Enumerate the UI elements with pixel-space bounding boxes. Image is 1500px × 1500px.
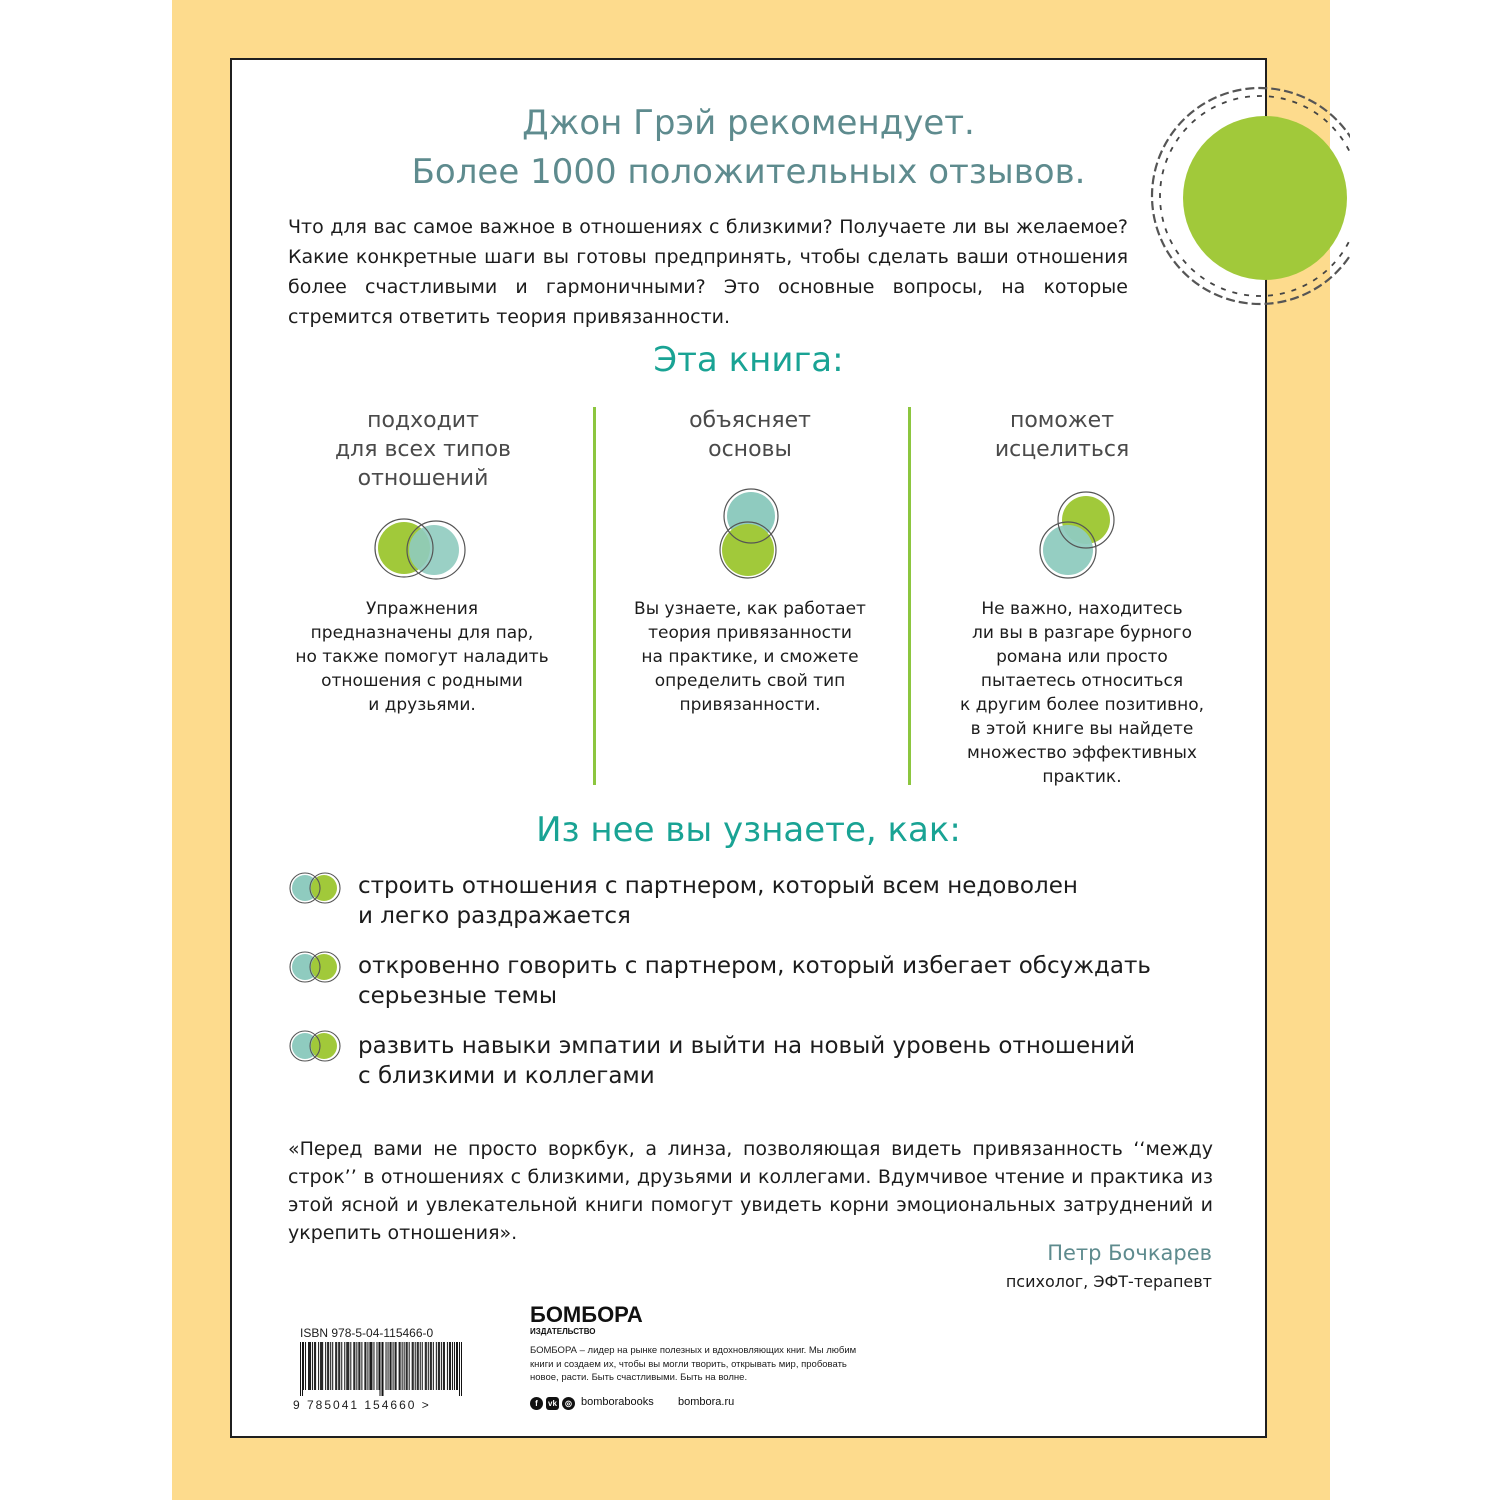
barcode-bar [369, 1342, 370, 1390]
barcode-bar [344, 1342, 345, 1390]
barcode-bar [447, 1342, 448, 1390]
barcode-bar [356, 1342, 357, 1390]
barcode-bar [354, 1342, 355, 1390]
section-title-you-will-learn: Из нее вы узнаете, как: [536, 810, 961, 850]
barcode-bar [438, 1342, 439, 1390]
headline-line-2: Более 1000 положительных отзывов. [411, 152, 1086, 192]
barcode-bar [341, 1342, 342, 1390]
social-icons [530, 1395, 575, 1411]
barcode-bar [338, 1342, 339, 1390]
barcode-bar [395, 1342, 396, 1390]
overlap-circles-horizontal-icon [372, 518, 476, 582]
quote-author: Петр Бочкарев [1047, 1241, 1212, 1265]
learn-item-1: строить отношения с партнером, который всем недоволен и легко раздражается [358, 873, 1078, 929]
barcode-bar [327, 1342, 328, 1390]
barcode-bar [347, 1342, 348, 1390]
barcode-bar [359, 1342, 360, 1390]
intro-paragraph: Что для вас самое важное в отношениях с близкими? Получаете ли вы желаемое? Какие конкретные шаги вы готовы предпринять, чтобы сделать ваши отношения более счастливыми и гармоничными? Это основные вопросы, на которые стремится ответить теория привязанности. [288, 216, 1128, 328]
barcode-bar [396, 1342, 397, 1390]
barcode-bar [415, 1342, 416, 1390]
barcode-bar [330, 1342, 331, 1390]
learn-item-2: откровенно говорить с партнером, который избегает обсуждать серьезные темы [358, 953, 1151, 1009]
barcode-bar [436, 1342, 437, 1390]
barcode-bar [361, 1342, 362, 1390]
barcode-bar [422, 1342, 423, 1390]
publisher-logo: БОМБОРА [530, 1302, 643, 1327]
column-3-body: Не важно, находитесь ли вы в разгаре бурного романа или просто пытаетесь относиться к другим более позитивно, в этой книге вы найдете множество эффективных практик. [959, 599, 1205, 787]
barcode-bar [425, 1342, 426, 1390]
barcode-bar [388, 1342, 389, 1390]
column-1-title: подходит для всех типов отношений [334, 408, 512, 491]
quote-author-role: психолог, ЭФТ-терапевт [1005, 1272, 1212, 1291]
barcode-bar [305, 1342, 306, 1390]
overlap-circles-diagonal-icon [1036, 488, 1122, 582]
barcode-bar [420, 1342, 421, 1390]
publisher-description: БОМБОРА – лидер на рынке полезных и вдохновляющих книг. Мы любим книги и создаем их, чтобы вы могли творить, открывать мир, пробовать новое, расти. Быть счастливыми. Быть на волне. [530, 1345, 857, 1383]
barcode-bar [449, 1342, 450, 1390]
barcode-bar [452, 1342, 453, 1390]
vk-icon[interactable]: vk [546, 1397, 559, 1410]
barcode-bar [426, 1342, 427, 1390]
bullet-circles-icon [288, 950, 344, 984]
barcode-bar [459, 1342, 460, 1396]
barcode-bar [383, 1342, 384, 1396]
barcode-bar [386, 1342, 387, 1390]
bullet-circles-icon [288, 1029, 344, 1063]
barcode-bar [346, 1342, 347, 1390]
isbn-label: ISBN 978-5-04-115466-0 [300, 1326, 434, 1340]
barcode-bar [302, 1342, 303, 1396]
headline-line-1: Джон Грэй рекомендует. [522, 103, 975, 143]
barcode-bar [320, 1342, 321, 1390]
barcode-bar [322, 1342, 323, 1390]
barcode-bar [371, 1342, 372, 1390]
barcode-bar [308, 1342, 309, 1390]
barcode-bar [399, 1342, 400, 1390]
barcode-bar [328, 1342, 329, 1390]
overlap-circles-vertical-icon [714, 486, 784, 586]
publisher-logo-subtitle: ИЗДАТЕЛЬСТВО [530, 1327, 596, 1336]
testimonial-quote: «Перед вами не просто воркбук, а линза, позволяющая видеть привязанность ‘‘между строк’’ в отношениях с близкими, друзьями и коллегами. Вдумчивое чтение и практика из этой ясной и увлекательной книги помогут увидеть корни эмоциональных затруднений и укрепить отношения». [288, 1138, 1213, 1244]
column-1-body: Упражнения предназначены для пар, но также помогут наладить отношения с родными и друзьями. [295, 599, 549, 715]
barcode-bar [431, 1342, 432, 1390]
barcode-bar [409, 1342, 410, 1390]
barcode-digits: 9 785041 154660 > [293, 1398, 431, 1412]
bullet-circles-icon [288, 871, 344, 905]
barcode-bar [339, 1342, 340, 1390]
column-divider-1 [593, 407, 596, 785]
barcode-bar [441, 1342, 442, 1390]
barcode-bar [315, 1342, 316, 1390]
barcode-bar [379, 1342, 380, 1396]
barcode-bar [321, 1342, 322, 1390]
barcode-bar [404, 1342, 405, 1390]
barcode-bar [418, 1342, 419, 1390]
barcode-bar [457, 1342, 458, 1390]
barcode-bar [358, 1342, 359, 1390]
barcode-bar [310, 1342, 311, 1390]
barcode-bar [391, 1342, 392, 1390]
facebook-icon[interactable]: f [530, 1397, 543, 1410]
barcode-bar [365, 1342, 366, 1390]
barcode-bar [300, 1342, 301, 1396]
barcode-bar [439, 1342, 440, 1390]
barcode-bar [413, 1342, 414, 1390]
barcode-bar [325, 1342, 326, 1390]
barcode-bar [456, 1342, 457, 1390]
barcode-bar [402, 1342, 403, 1390]
barcode-bar [378, 1342, 379, 1390]
learn-item-3: развить навыки эмпатии и выйти на новый уровень отношений с близкими и коллегами [358, 1033, 1136, 1089]
column-divider-2 [908, 407, 911, 785]
barcode-bar [393, 1342, 394, 1390]
website-link[interactable]: bombora.ru [678, 1396, 735, 1408]
barcode-bar [373, 1342, 374, 1390]
barcode-bar [303, 1342, 304, 1390]
barcode-bar [433, 1342, 434, 1390]
barcode-bar [314, 1342, 315, 1390]
barcode-bar [348, 1342, 349, 1390]
column-3-title: поможет исцелиться [994, 408, 1130, 462]
barcode-bar [406, 1342, 407, 1390]
barcode-bar [367, 1342, 368, 1390]
barcode-bar [364, 1342, 365, 1390]
social-handle[interactable]: bomborabooks [581, 1396, 654, 1408]
barcode-bar [335, 1342, 336, 1390]
barcode-image [300, 1342, 462, 1396]
barcode-bar [444, 1342, 445, 1390]
barcode-bar [312, 1342, 313, 1390]
barcode-bar [430, 1342, 431, 1390]
barcode-bar [350, 1342, 351, 1390]
barcode-bar [461, 1342, 462, 1396]
barcode-bar [417, 1342, 418, 1390]
column-2-body: Вы узнаете, как работает теория привязанности на практике, и сможете определить свой тип привязанности. [634, 599, 866, 715]
barcode-bar [428, 1342, 429, 1390]
barcode-bar [376, 1342, 377, 1390]
instagram-icon[interactable]: ◎ [562, 1397, 575, 1410]
barcode-bar [390, 1342, 391, 1390]
section-title-this-book: Эта книга: [653, 340, 844, 380]
barcode-bar [382, 1342, 383, 1396]
barcode-bar [370, 1342, 371, 1390]
column-2-title: объясняет основы [689, 408, 811, 462]
barcode-bar [407, 1342, 408, 1390]
barcode-bar [400, 1342, 401, 1390]
barcode-bar [454, 1342, 455, 1390]
barcode-bar [336, 1342, 337, 1390]
barcode-bar [450, 1342, 451, 1390]
barcode-bar [309, 1342, 310, 1390]
barcode-bar [318, 1342, 319, 1390]
barcode-bar [332, 1342, 333, 1390]
barcode-bar [443, 1342, 444, 1390]
barcode-bar [353, 1342, 354, 1390]
barcode-bar [412, 1342, 413, 1390]
